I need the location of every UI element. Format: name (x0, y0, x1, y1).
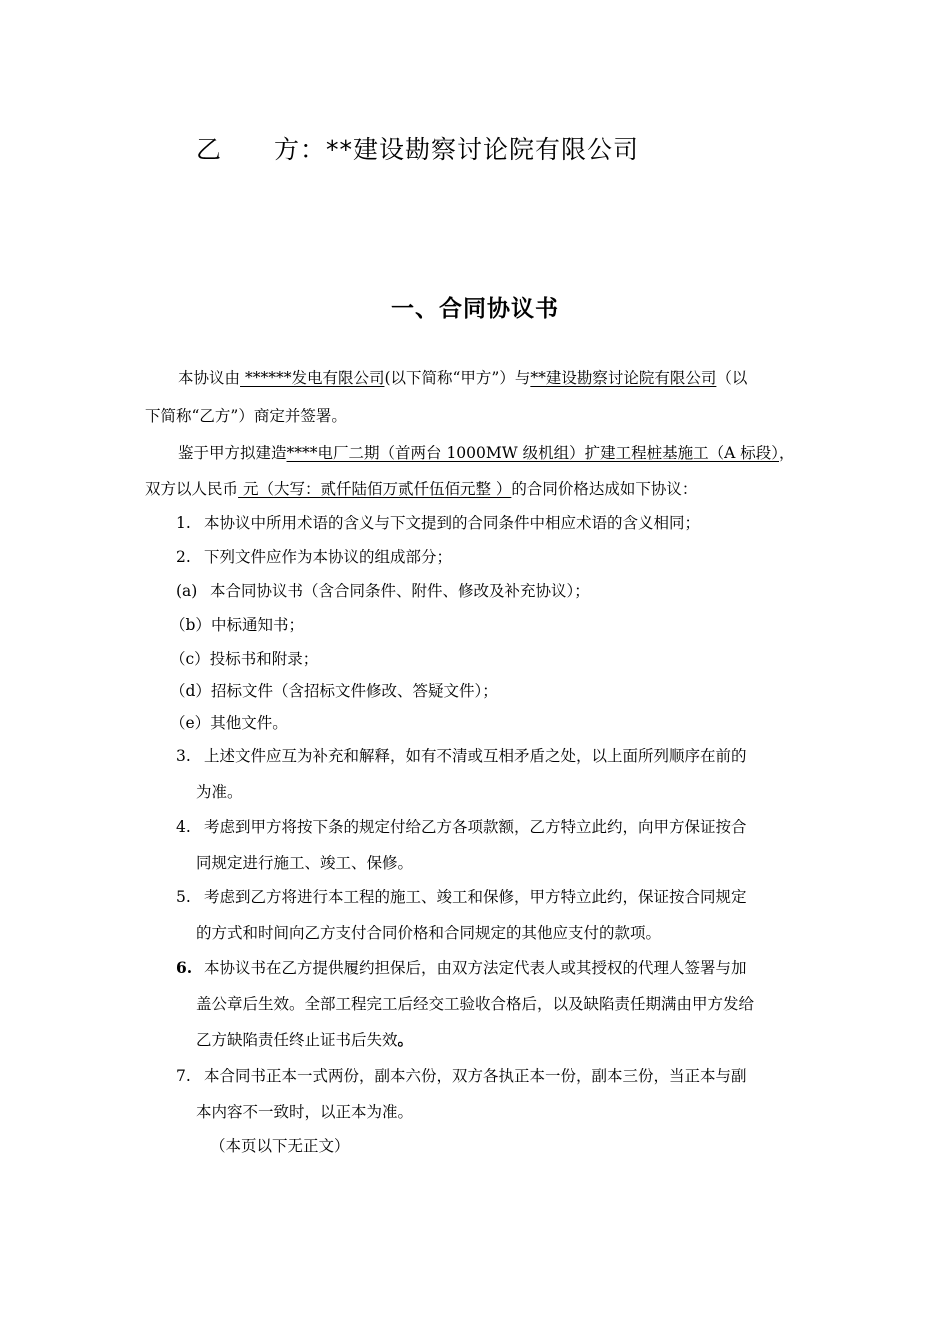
item-text: 本协议中所用术语的含义与下文提到的合同条件中相应术语的含义相同； (204, 514, 701, 532)
intro-line-4 (145, 479, 697, 499)
party-b-name: **建设勘察讨论院有限公司 (326, 135, 640, 164)
intro-text: 本协议由 (178, 369, 241, 387)
item-number: （d） (170, 682, 211, 700)
list-item-continuation: 盖公章后生效。全部工程完工后经交工验收合格后，以及缺陷责任期满由甲方发给 (196, 995, 755, 1013)
intro-line-2: 下简称“乙方”）商定并签署。 (145, 407, 347, 425)
intro-text: 鉴于甲方拟建造 (178, 444, 287, 462)
list-item (176, 958, 747, 978)
list-item-continuation: 同规定进行施工、竣工、保修。 (196, 854, 414, 872)
item-text: 投标书和附录； (209, 650, 319, 668)
item-text: 本合同书正本一式两份，副本六份，双方各执正本一份，副本三份，当正本与副 (204, 1067, 747, 1085)
intro-text: 的合同价格达成如下协议： (511, 480, 698, 498)
intro-line-3 (178, 443, 795, 463)
item-text: 招标文件（含招标文件修改、答疑文件）； (210, 682, 498, 700)
item-text: 下列文件应作为本协议的组成部分； (204, 548, 453, 566)
list-item-continuation: 的方式和时间向乙方支付合同价格和合同规定的其他应支付的款项。 (196, 924, 662, 942)
item-number: 1. (176, 514, 191, 532)
item-text: 乙方缺陷责任终止证书后失效 (196, 1031, 398, 1049)
party-b-line (196, 130, 639, 166)
list-item (176, 547, 452, 567)
list-item (176, 817, 747, 837)
item-text: 本协议书在乙方提供履约担保后，由双方法定代表人或其授权的代理人签署与加 (204, 959, 747, 977)
item-text: 考虑到乙方将进行本工程的施工、竣工和保修，甲方特立此约，保证按合同规定 (204, 888, 747, 906)
list-item (170, 649, 318, 669)
party-b-label: 乙 (196, 135, 223, 164)
item-text: 其他文件。 (210, 714, 288, 732)
item-number: (a) (176, 582, 198, 600)
list-item-continuation: 为准。 (196, 783, 243, 801)
party-b-name-inline: **建设勘察讨论院有限公司 (530, 369, 717, 387)
item-text: 中标通知书； (210, 616, 304, 634)
intro-text: （以 (716, 369, 748, 387)
intro-text: ， (779, 444, 795, 462)
list-item (170, 713, 288, 733)
project-name: ****电厂二期（首两台 1000MW 级机组）扩建工程桩基施工（A 标段） (286, 444, 779, 462)
list-item-continuation: 本内容不一致时，以正本为准。 (196, 1103, 414, 1121)
list-item (170, 681, 498, 701)
item-number: 6. (176, 958, 193, 977)
item-text: 上述文件应互为补充和解释，如有不清或互相矛盾之处，以上面所列顺序在前的 (204, 747, 747, 765)
intro-text: (以下简称“甲方”）与 (384, 369, 531, 387)
contract-amount: 元（大写：贰仟陆佰万贰仟伍佰元整 ） (238, 480, 512, 498)
footer-note: （本页以下无正文） (210, 1137, 350, 1155)
party-b-colon: 方： (274, 135, 327, 164)
item-number: （b） (170, 616, 211, 634)
list-item (176, 746, 747, 766)
intro-line-1 (178, 368, 747, 388)
item-number: 2. (176, 548, 191, 566)
list-item (170, 615, 304, 635)
party-a-name: ******发电有限公司 (240, 369, 385, 387)
item-number: 7. (176, 1067, 191, 1085)
list-item (176, 1066, 747, 1086)
intro-text: 双方以人民币 (145, 480, 239, 498)
item-number: 3. (176, 747, 191, 765)
item-number: （c） (170, 650, 210, 668)
section-title: 一、合同协议书 (391, 296, 559, 322)
item-text: 。 (397, 1030, 414, 1049)
list-item-continuation (196, 1030, 413, 1050)
item-text: 本合同协议书（含合同条件、附件、修改及补充协议）； (210, 582, 590, 600)
item-number: 4. (176, 818, 191, 836)
list-item (176, 581, 590, 601)
list-item (176, 887, 747, 907)
item-number: 5. (176, 888, 191, 906)
list-item (176, 513, 700, 533)
item-text: 考虑到甲方将按下条的规定付给乙方各项款额，乙方特立此约，向甲方保证按合 (204, 818, 747, 836)
item-number: （e） (170, 714, 211, 732)
